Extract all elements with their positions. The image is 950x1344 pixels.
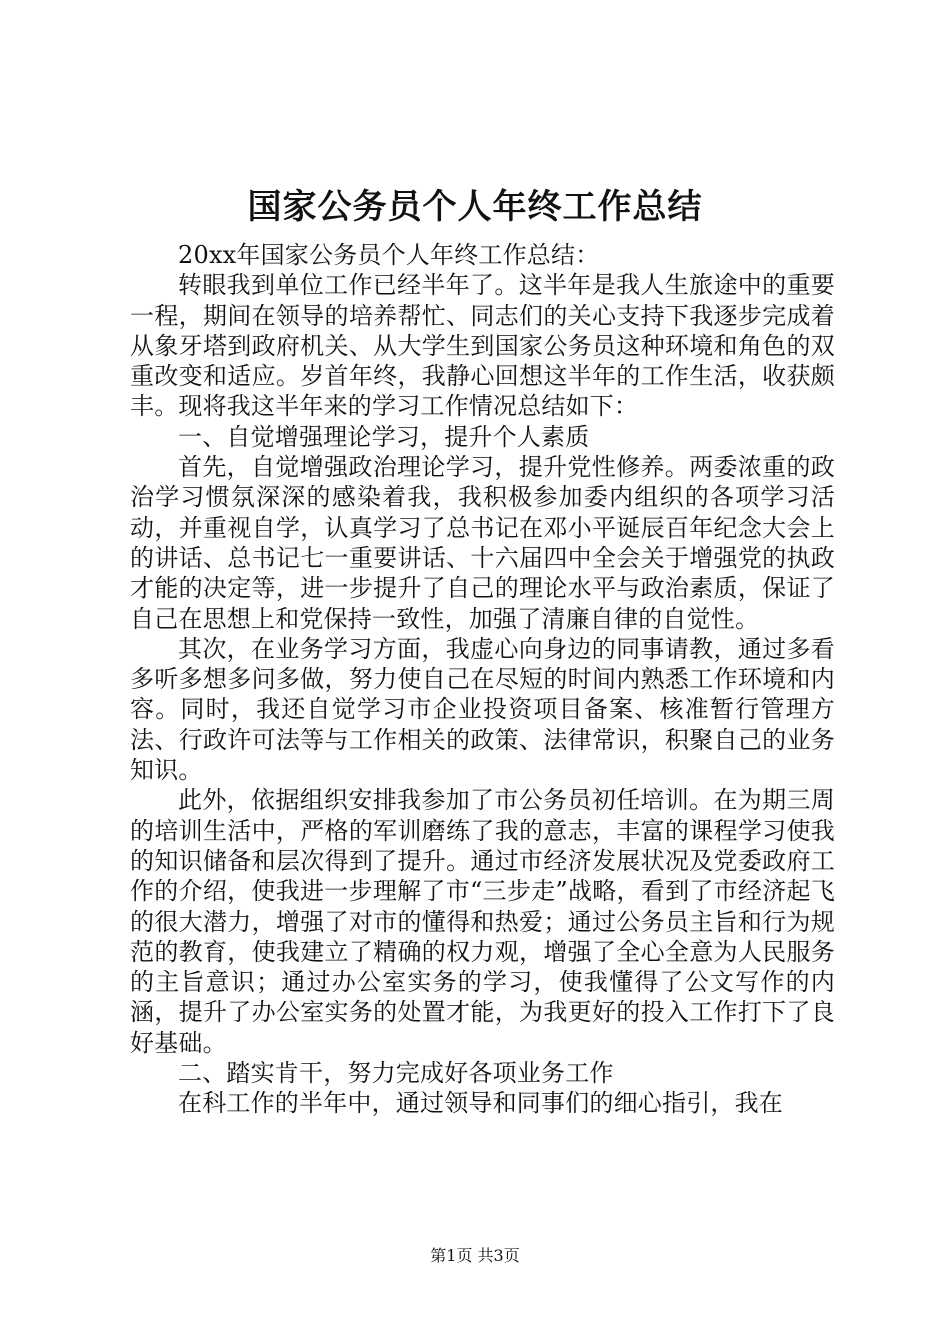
section-heading-1: 一、自觉增强理论学习，提升个人素质: [178, 422, 590, 451]
paragraph-training: 此外，依据组织安排我参加了市公务员初任培训。在为期三周的培训生活中，严格的军训磨练了我的意志，丰富的课程学习使我的知识储备和层次得到了提升。通过市经济发展状况及党委政府工作的介绍，使我进一步理解了市“三步走”战略，看到了市经济起飞的很大潜力，增强了对市的懂得和热爱；通过公务员主旨和行为规范的教育，使我建立了精确的权力观，增强了全心全意为人民服务的主旨意识；通过办公室实务的学习，使我懂得了公文写作的内涵，提升了办公室实务的处置才能，为我更好的投入工作打下了良好基础。: [130, 786, 835, 1057]
page-footer: 第1页 共3页: [430, 1246, 520, 1265]
document-body: [130, 240, 835, 1119]
paragraph-theory-study: 首先，自觉增强政治理论学习，提升党性修养。两委浓重的政治学习惯氛深深的感染着我，我积极参加委内组织的各项学习活动，并重视自学，认真学习了总书记在邓小平诞辰百年纪念大会上的讲话、总书记七一重要讲话、十六届四中全会关于增强党的执政才能的决定等，进一步提升了自己的理论水平与政治素质，保证了自己在思想上和党保持一致性，加强了清廉自律的自觉性。: [130, 453, 835, 633]
section-heading-2: 二、踏实肯干，努力完成好各项业务工作: [178, 1059, 614, 1088]
paragraph-opening: 转眼我到单位工作已经半年了。这半年是我人生旅途中的重要一程，期间在领导的培养帮忙、同志们的关心支持下我逐步完成着从象牙塔到政府机关、从大学生到国家公务员这种环境和角色的双重改变和适应。岁首年终，我静心回想这半年的工作生活，收获颇丰。现将我这半年来的学习工作情况总结如下：: [130, 271, 835, 421]
intro-line: 20xx年国家公务员个人年终工作总结：: [178, 241, 600, 269]
paragraph-business-study: 其次，在业务学习方面，我虚心向身边的同事请教，通过多看多听多想多问多做，努力使自己在尽短的时间内熟悉工作环境和内容。同时，我还自觉学习市企业投资项目备案、核准暂行管理方法、行政许可法等与工作相关的政策、法律常识，积聚自己的业务知识。: [130, 634, 835, 785]
paragraph-work: 在科工作的半年中，通过领导和同事们的细心指引，我在: [178, 1089, 783, 1118]
document-title: 国家公务员个人年终工作总结: [247, 187, 703, 227]
